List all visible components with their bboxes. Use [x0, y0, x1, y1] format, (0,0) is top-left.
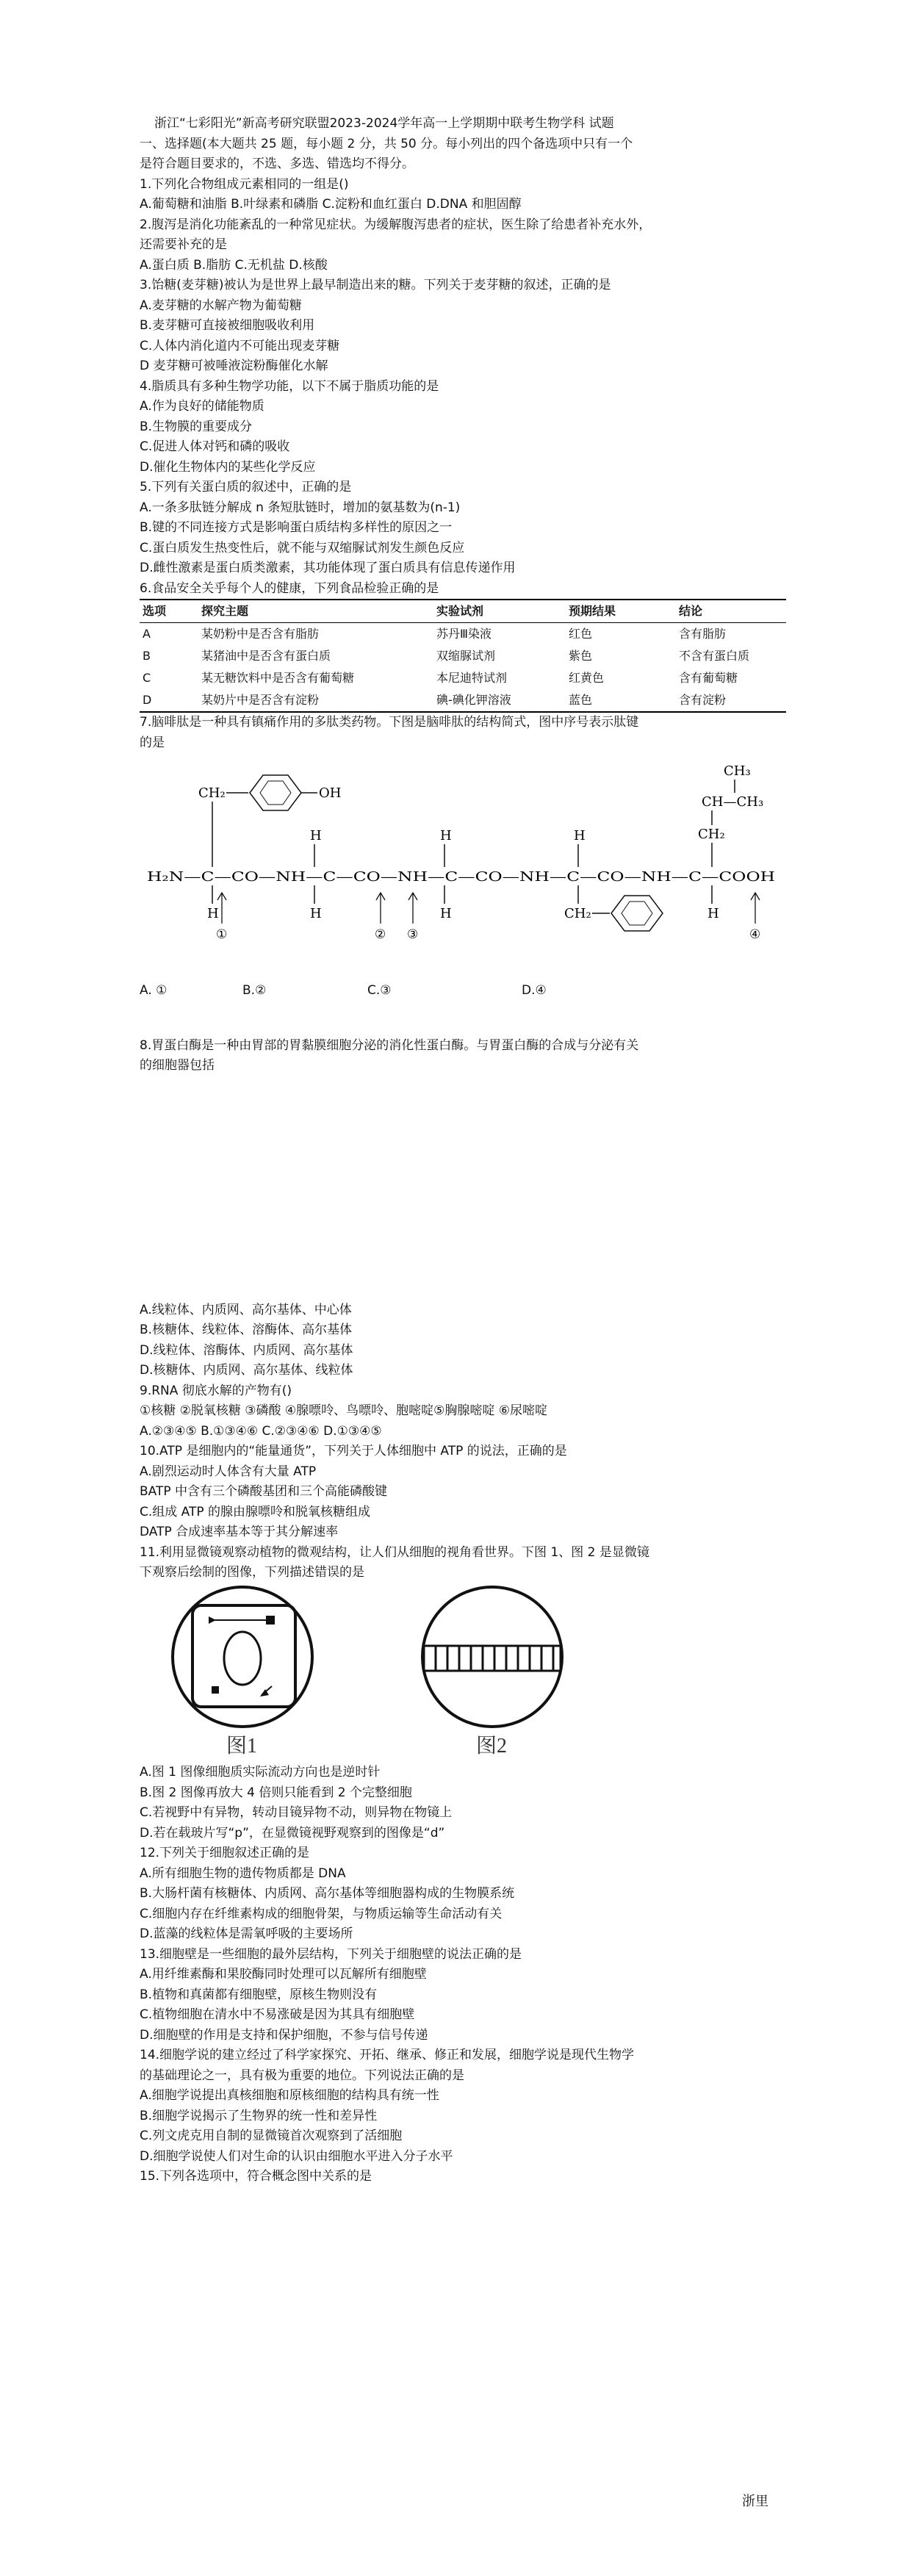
q6-cell: 不含有蛋白质 — [679, 649, 750, 663]
q10-option-d: DATP 合成速率基本等于其分解速率 — [140, 1525, 339, 1539]
q8-option-c: D.线粒体、溶酶体、内质网、高尔基体 — [140, 1342, 353, 1358]
q8-option-d: D.核糖体、内质网、高尔基体、线粒体 — [140, 1363, 353, 1378]
q14-option-b: B.细胞学说揭示了生物界的统一性和差异性 — [140, 2108, 378, 2123]
q3-option-d: D 麦芽糖可被唾液淀粉酶催化水解 — [140, 359, 328, 373]
chloroplast-marker — [212, 1686, 219, 1694]
microscope-figures — [140, 1583, 786, 1756]
q6-cell: 含有淀粉 — [676, 689, 786, 712]
fig1-label: 图1 — [226, 1734, 258, 1756]
q13-stem: 13.细胞壁是一些细胞的最外层结构，下列关于细胞壁的说法正确的是 — [140, 1946, 522, 1962]
q6-cell: 某奶粉中是否含有脂肪 — [201, 627, 320, 641]
arrow-left-icon — [209, 1616, 216, 1624]
table-row — [140, 667, 786, 689]
cell-row — [424, 1646, 561, 1671]
benzene-ring — [250, 775, 301, 810]
section-instructions-cont: 是符合题目要求的，不选、多选、错选均不得分。 — [140, 156, 414, 171]
q11-option-c: C.若视野中有异物，转动目镜异物不动，则异物在物镜上 — [140, 1805, 453, 1820]
q6-header-cell: 探究主题 — [198, 600, 433, 623]
q8-stem: 8.胃蛋白酶是一种由胃部的胃黏膜细胞分泌的消化性蛋白酶。与胃蛋白酶的合成与分泌有关 — [140, 1037, 639, 1053]
q7-stem: 7.脑啡肽是一种具有镇痛作用的多肽类药物。下图是脑啡肽的结构简式，图中序号表示肽键 — [140, 715, 639, 730]
q12-option-a: A.所有细胞生物的遗传物质都是 DNA — [140, 1866, 346, 1881]
h-label: H — [707, 906, 719, 921]
q14-stem: 14.细胞学说的建立经过了科学家探究、开拓、继承、修正和发展，细胞学说是现代生物学 — [140, 2048, 635, 2062]
q3-option-a: A.麦芽糖的水解产物为葡萄糖 — [140, 298, 302, 313]
benzene-ring-inner — [260, 781, 291, 805]
q5-option-a: A.一条多肽链分解成 n 条短肽链时，增加的氨基数为(n-1) — [140, 500, 461, 515]
q5-option-b: B.键的不同连接方式是影响蛋白质结构多样性的原因之一 — [140, 520, 453, 535]
ch2-label: CH₂ — [198, 785, 226, 801]
q6-cell: C — [143, 671, 151, 685]
q7-option-c: C.③ — [367, 982, 392, 998]
q7-option-a: A. ① — [140, 982, 168, 998]
q10-stem: 10.ATP 是细胞内的“能量通货”，下列关于人体细胞中 ATP 的说法，正确的是 — [140, 1444, 567, 1458]
fig2-label: 图2 — [476, 1734, 508, 1756]
table-row — [140, 645, 786, 667]
q13-option-d: D.细胞壁的作用是支持和保护细胞，不参与信号传递 — [140, 2027, 428, 2043]
q6-cell: 含有葡萄糖 — [679, 671, 738, 685]
q6-cell: 某无糖饮料中是否含有葡萄糖 — [201, 671, 355, 685]
chloroplast-marker — [266, 1616, 275, 1625]
q11-option-a: A.图 1 图像细胞质实际流动方向也是逆时针 — [140, 1765, 381, 1780]
q11-option-b: B.图 2 图像再放大 4 倍则只能看到 2 个完整细胞 — [140, 1785, 412, 1800]
q12-option-b: B.大肠杆菌有核糖体、内质网、高尔基体等细胞器构成的生物膜系统 — [140, 1886, 515, 1901]
q6-cell: 苏丹Ⅲ染液 — [436, 627, 492, 641]
q5-option-c: C.蛋白质发生热变性后，就不能与双缩脲试剂发生颜色反应 — [140, 540, 465, 555]
q8-stem-cont: 的细胞器包括 — [140, 1058, 215, 1073]
q12-option-d: D.蓝藻的线粒体是需氧呼吸的主要场所 — [140, 1926, 353, 1941]
q13-option-a: A.用纤维素酶和果胶酶同时处理可以瓦解所有细胞壁 — [140, 1967, 427, 1982]
page-footer: 浙里 — [742, 2494, 768, 2509]
arrow-up-icon — [751, 893, 760, 924]
q10-option-b: BATP 中含有三个磷酸基团和三个高能磷酸键 — [140, 1484, 388, 1499]
q2-stem-cont: 还需要补充的是 — [140, 237, 227, 252]
h-label: H — [207, 906, 219, 921]
q14-option-c: C.列文虎克用自制的显微镜首次观察到了活细胞 — [140, 2129, 403, 2143]
marker-2: ② — [375, 927, 386, 942]
q13-option-b: B.植物和真菌都有细胞壁，原核生物则没有 — [140, 1987, 378, 2002]
q2-stem: 2.腹泻是消化功能紊乱的一种常见症状。为缓解腹泻患者的症状，医生除了给患者补充水外， — [140, 217, 652, 232]
q13-option-c: C.植物细胞在清水中不易涨破是因为其具有细胞壁 — [140, 2007, 415, 2022]
q1-options: A.葡萄糖和油脂 B.叶绿素和磷脂 C.淀粉和血红蛋白 D.DNA 和胆固醇 — [140, 197, 522, 212]
q6-cell: 碘-碘化钾溶液 — [433, 689, 566, 712]
h-label: H — [310, 906, 322, 921]
q6-cell: 红色 — [569, 627, 593, 641]
exam-title: 浙江“七彩阳光”新高考研究联盟2023-2024学年高一上学期期中联考生物学科 试题 — [154, 116, 614, 131]
q15-stem: 15.下列各选项中，符合概念图中关系的是 — [140, 2169, 372, 2184]
ch-ch3-label: CH—CH₃ — [702, 794, 764, 810]
arrow-up-icon — [376, 893, 385, 924]
q4-option-d: D.催化生物体内的某些化学反应 — [140, 459, 316, 475]
q6-cell: 红黄色 — [569, 671, 605, 685]
q9-stem: 9.RNA 彻底水解的产物有() — [140, 1383, 292, 1398]
q12-stem: 12.下列关于细胞叙述正确的是 — [140, 1846, 310, 1860]
q14-option-d: D.细胞学说使人们对生命的认识由细胞水平进入分子水平 — [140, 2148, 453, 2164]
q4-option-a: A.作为良好的储能物质 — [140, 399, 264, 414]
cell-dividers — [436, 1646, 553, 1671]
spacer — [140, 1003, 786, 1036]
q6-cell: A — [143, 627, 151, 641]
q4-option-b: B.生物膜的重要成分 — [140, 419, 253, 434]
q11-option-d: D.若在载玻片写“p”，在显微镜视野观察到的图像是“d” — [140, 1825, 445, 1841]
q11-stem: 11.利用显微镜观察动植物的微观结构，让人们从细胞的视角看世界。下图 1、图 2 是显微镜 — [140, 1544, 649, 1560]
q6-cell: B — [143, 649, 151, 663]
h-label: H — [440, 906, 452, 921]
q6-table — [140, 599, 786, 713]
q5-stem: 5.下列有关蛋白质的叙述中，正确的是 — [140, 480, 352, 494]
q6-header-cell: 实验试剂 — [433, 600, 566, 623]
q6-cell: D — [140, 689, 198, 712]
q6-header-cell: 选项 — [140, 600, 198, 623]
q6-table-header — [140, 600, 786, 623]
exam-content — [140, 114, 786, 2187]
enkephalin-structure-diagram — [140, 753, 786, 974]
q6-cell: 本尼迪特试剂 — [436, 671, 508, 685]
q5-option-d: D.雌性激素是蛋白质类激素，其功能体现了蛋白质具有信息传递作用 — [140, 561, 516, 575]
h-label: H — [574, 828, 586, 843]
q6-cell: 某奶片中是否含有淀粉 — [198, 689, 433, 712]
q3-stem: 3.饴糖(麦芽糖)被认为是世界上最早制造出来的糖。下列关于麦芽糖的叙述，正确的是 — [140, 278, 611, 292]
q4-option-c: C.促进人体对钙和磷的吸收 — [140, 439, 290, 454]
table-row — [140, 623, 786, 646]
q6-cell: 双缩脲试剂 — [436, 649, 496, 663]
q1-stem: 1.下列化合物组成元素相同的一组是() — [140, 176, 349, 192]
q6-cell: 紫色 — [569, 649, 593, 663]
section-instructions: 一、选择题(本大题共 25 题，每小题 2 分，共 50 分。每小列出的四个备选项中只有一个 — [140, 136, 633, 151]
q14-option-a: A.细胞学说提出真核细胞和原核细胞的结构具有统一性 — [140, 2088, 439, 2103]
q8-option-b: B.核糖体、线粒体、溶酶体、高尔基体 — [140, 1323, 353, 1337]
benzene-ring — [611, 896, 663, 931]
q6-cell: 蓝色 — [566, 689, 676, 712]
q3-option-c: C.人体内消化道内不可能出现麦芽糖 — [140, 338, 340, 353]
q9-items: ①核糖 ②脱氧核糖 ③磷酸 ④腺嘌呤、鸟嘌呤、胞嘧啶⑤胸腺嘧啶 ⑥尿嘧啶 — [140, 1403, 548, 1418]
q10-option-c: C.组成 ATP 的腺由腺嘌呤和脱氧核糖组成 — [140, 1504, 371, 1519]
q7-stem-cont: 的是 — [140, 735, 165, 750]
benzene-ring-inner — [622, 902, 652, 925]
q7-option-d: D.④ — [522, 982, 547, 998]
blank-figure-area — [140, 1076, 786, 1300]
q9-options: A.②③④⑤ B.①③④⑥ C.②③④⑥ D.①③④⑤ — [140, 1423, 382, 1439]
q11-stem-cont: 下观察后绘制的图像，下列描述错误的是 — [140, 1565, 364, 1580]
arrow-up-icon — [217, 893, 226, 924]
arrow-up-icon — [408, 893, 417, 924]
q6-cell: 某猪油中是否含有蛋白质 — [201, 649, 331, 663]
q6-stem: 6.食品安全关乎每个人的健康，下列食品检验正确的是 — [140, 580, 439, 596]
q4-stem: 4.脂质具有多种生物学功能，以下不属于脂质功能的是 — [140, 378, 439, 394]
q14-stem-cont: 的基础理论之一，具有极为重要的地位。下列说法正确的是 — [140, 2068, 464, 2083]
q7-options — [140, 981, 786, 1003]
q2-options: A.蛋白质 B.脂肪 C.无机盐 D.核酸 — [140, 257, 328, 273]
nucleus-shape — [224, 1632, 261, 1685]
table-row — [140, 689, 786, 712]
q7-option-b: B.② — [242, 982, 267, 998]
marker-1: ① — [216, 927, 228, 942]
ch3-label: CH₃ — [724, 763, 751, 779]
q10-option-a: A.剧烈运动时人体含有大量 ATP — [140, 1464, 317, 1479]
marker-3: ③ — [407, 927, 419, 942]
ch2-bottom-label: CH₂ — [564, 906, 591, 921]
q6-cell: 含有脂肪 — [679, 627, 727, 641]
q6-header-cell: 结论 — [676, 600, 786, 623]
q6-header-cell: 预期结果 — [566, 600, 676, 623]
main-chain-formula: H₂N—C—CO—NH—C—CO—NH—C—CO—NH—C—CO—NH—C—COOH — [147, 869, 775, 885]
h-label: H — [310, 828, 322, 843]
q3-option-b: B.麦芽糖可直接被细胞吸收利用 — [140, 318, 315, 333]
marker-4: ④ — [749, 927, 761, 942]
q8-option-a: A.线粒体、内质网、高尔基体、中心体 — [140, 1302, 352, 1317]
oh-label: OH — [319, 785, 342, 801]
h-label: H — [440, 828, 452, 843]
q12-option-c: C.细胞内存在纤维素构成的细胞骨架，与物质运输等生命活动有关 — [140, 1906, 503, 1921]
ch2-label: CH₂ — [698, 827, 725, 842]
